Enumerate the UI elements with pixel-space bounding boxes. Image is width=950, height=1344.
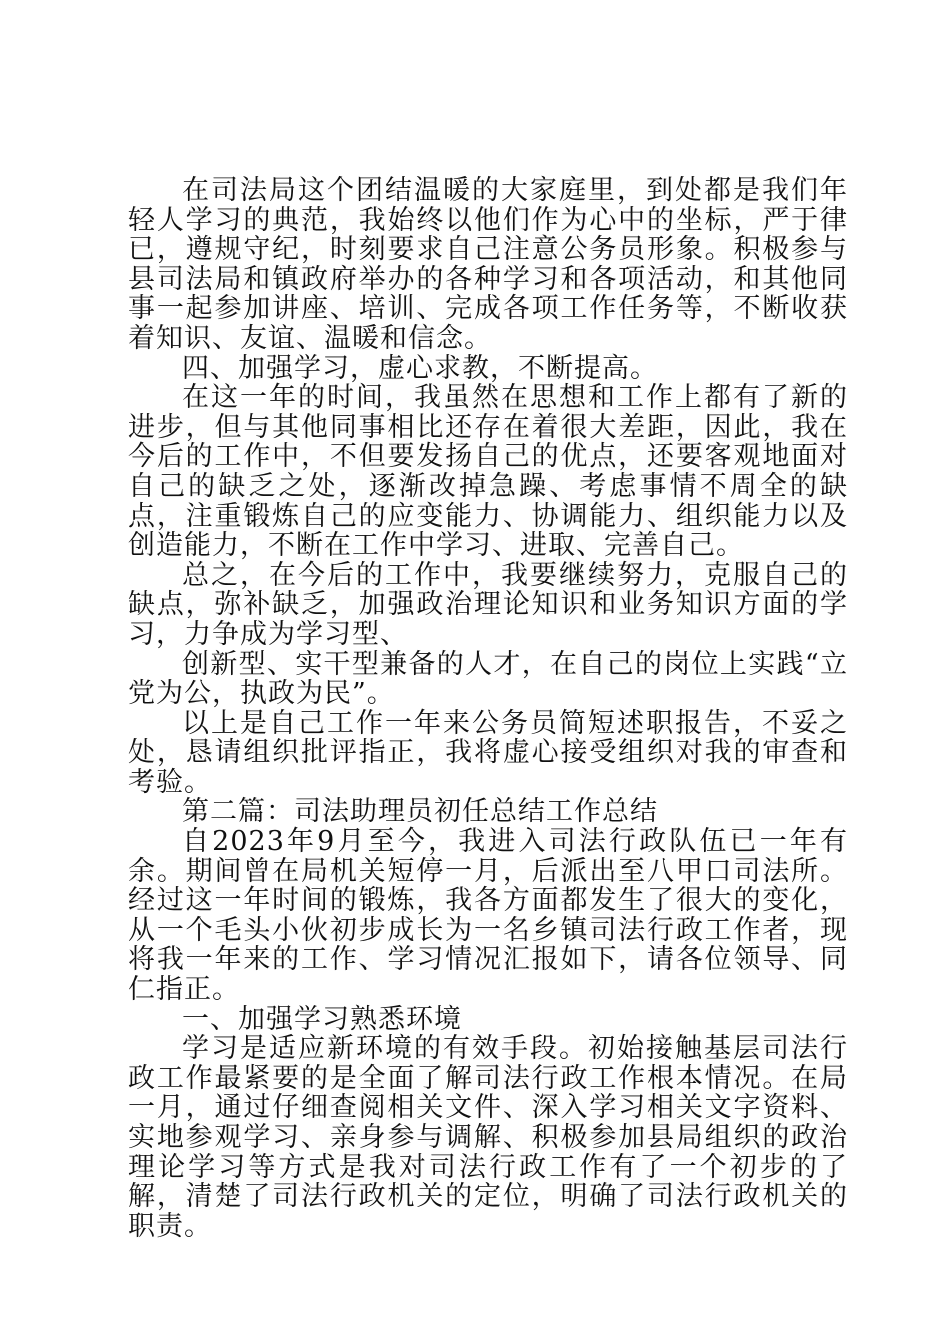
paragraph-conclusion: 总之，在今后的工作中，我要继续努力，克服自己的缺点，弥补缺乏，加强政治理论知识和业务知识方面的学习，力争成为学习型、 bbox=[128, 559, 848, 650]
chapter-title-two: 第二篇：司法助理员初任总结工作总结 bbox=[182, 796, 658, 828]
paragraph-learning: 学习是适应新环境的有效手段。初始接触基层司法行政工作最紧要的是全面了解司法行政工作根本情况。在局一月，通过仔细查阅相关文件、深入学习相关文字资料、实地参观学习、亲身参与调解、积极参加县局组织的政治理论学习等方式是我对司法行政工作有了一个初步的了解，清楚了司法行政机关的定位，明确了司法行政机关的职责。 bbox=[128, 1033, 848, 1242]
section-heading-four: 四、加强学习，虚心求教，不断提高。 bbox=[182, 352, 658, 384]
paragraph-conclusion-continued: 创新型、实干型兼备的人才，在自己的岗位上实践“立党为公，执政为民”。 bbox=[128, 648, 848, 710]
document-body bbox=[128, 176, 848, 1241]
paragraph-self-improvement: 在这一年的时间，我虽然在思想和工作上都有了新的进步，但与其他同事相比还存在着很大差距，因此，我在今后的工作中，不但要发扬自己的优点，还要客观地面对自己的缺乏之处，逐渐改掉急躁、考虑事情不周全的缺点，注重锻炼自己的应变能力、协调能力、组织能力以及创造能力，不断在工作中学习、进取、完善自己。 bbox=[128, 382, 848, 562]
paragraph-intro-chapter-two: 自2023年9月至今，我进入司法行政队伍已一年有余。期间曾在局机关短停一月，后派出至八甲口司法所。经过这一年时间的锻炼，我各方面都发生了很大的变化，从一个毛头小伙初步成长为一名乡镇司法行政工作者，现将我一年来的工作、学习情况汇报如下，请各位领导、同仁指正。 bbox=[128, 826, 848, 1006]
section-heading-one: 一、加强学习熟悉环境 bbox=[182, 1003, 462, 1035]
paragraph-report-closing: 以上是自己工作一年来公务员简短述职报告，不妥之处，恳请组织批评指正，我将虚心接受组织对我的审查和考验。 bbox=[128, 707, 848, 798]
paragraph-team-spirit: 在司法局这个团结温暖的大家庭里，到处都是我们年轻人学习的典范，我始终以他们作为心中的坐标，严于律已，遵规守纪，时刻要求自己注意公务员形象。积极参与县司法局和镇政府举办的各种学习和各项活动，和其他同事一起参加讲座、培训、完成各项工作任务等，不断收获着知识、友谊、温暖和信念。 bbox=[128, 175, 848, 354]
